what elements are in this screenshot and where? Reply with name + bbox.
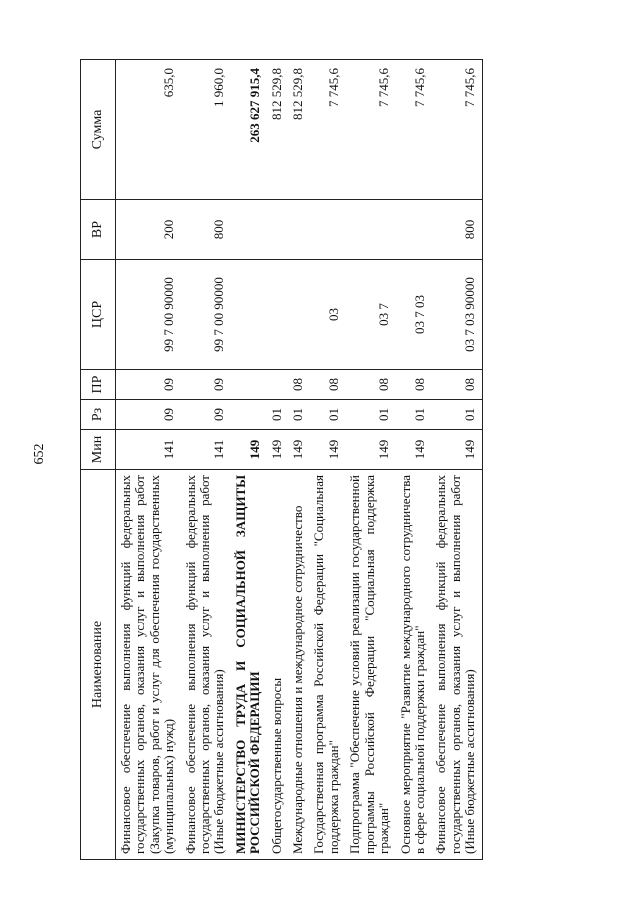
cell-min: 149 [431, 430, 482, 470]
cell-name: Международные отношения и международное сотрудничество [288, 470, 309, 860]
cell-pr: 08 [431, 370, 482, 400]
cell-min: 149 [267, 430, 288, 470]
cell-min: 141 [116, 430, 181, 470]
cell-vr [288, 200, 309, 260]
cell-csr: 99 7 00 90000 [181, 260, 231, 370]
cell-vr [231, 200, 267, 260]
cell-sum: 812 529,8 [288, 60, 309, 200]
table-row [345, 60, 395, 860]
header-min: Мин [81, 430, 116, 470]
cell-sum: 7 745,6 [345, 60, 395, 200]
cell-csr: 99 7 00 90000 [116, 260, 181, 370]
page-number: 652 [32, 443, 47, 465]
table-row [231, 60, 267, 860]
cell-rz: 01 [267, 400, 288, 430]
cell-rz [231, 400, 267, 430]
cell-pr: 08 [345, 370, 395, 400]
cell-csr [288, 260, 309, 370]
cell-vr: 200 [116, 200, 181, 260]
cell-name: Основное мероприятие "Развитие международного сотрудничества в сфере социальной поддержки граждан" [396, 470, 432, 860]
budget-table [80, 59, 483, 860]
cell-sum: 7 745,6 [431, 60, 482, 200]
header-csr: ЦСР [81, 260, 116, 370]
cell-rz: 09 [181, 400, 231, 430]
cell-vr: 800 [181, 200, 231, 260]
cell-min: 149 [231, 430, 267, 470]
cell-pr: 08 [396, 370, 432, 400]
cell-name: МИНИСТЕРСТВО ТРУДА И СОЦИАЛЬНОЙ ЗАЩИТЫ РОССИЙСКОЙ ФЕДЕРАЦИИ [231, 470, 267, 860]
cell-csr [231, 260, 267, 370]
cell-csr [267, 260, 288, 370]
cell-pr [231, 370, 267, 400]
cell-name: Подпрограмма "Обеспечение условий реализации государственной программы Российской Федерации "Социальная поддержка граждан" [345, 470, 395, 860]
cell-rz: 01 [288, 400, 309, 430]
cell-min: 141 [181, 430, 231, 470]
cell-csr: 03 7 03 [396, 260, 432, 370]
cell-rz: 01 [431, 400, 482, 430]
cell-csr: 03 7 [345, 260, 395, 370]
cell-rz: 01 [396, 400, 432, 430]
header-pr: ПР [81, 370, 116, 400]
cell-sum: 7 745,6 [396, 60, 432, 200]
cell-name: Финансовое обеспечение выполнения функций федеральных государственных органов, оказания услуг и выполнения работ (Иные бюджетные ассигнования) [431, 470, 482, 860]
header-vr: ВР [81, 200, 116, 260]
table-row [309, 60, 345, 860]
table-row [181, 60, 231, 860]
cell-pr: 08 [309, 370, 345, 400]
cell-vr [345, 200, 395, 260]
cell-sum: 812 529,8 [267, 60, 288, 200]
header-name: Наименование [81, 470, 116, 860]
cell-csr: 03 [309, 260, 345, 370]
cell-sum: 263 627 915,4 [231, 60, 267, 200]
cell-pr: 09 [181, 370, 231, 400]
cell-name: Финансовое обеспечение выполнения функций федеральных государственных органов, оказания услуг и выполнения работ (Закупка товаров, работ и услуг для обеспечения государственных (муниципальных) нужд) [116, 470, 181, 860]
cell-csr: 03 7 03 90000 [431, 260, 482, 370]
table-body [116, 60, 483, 860]
cell-pr [267, 370, 288, 400]
cell-min: 149 [288, 430, 309, 470]
cell-vr [396, 200, 432, 260]
cell-rz: 01 [309, 400, 345, 430]
table-header-row [81, 60, 116, 860]
cell-min: 149 [396, 430, 432, 470]
cell-vr: 800 [431, 200, 482, 260]
table-row [288, 60, 309, 860]
cell-name: Финансовое обеспечение выполнения функций федеральных государственных органов, оказания услуг и выполнения работ (Иные бюджетные ассигнования) [181, 470, 231, 860]
table-row [431, 60, 482, 860]
cell-vr [267, 200, 288, 260]
cell-sum: 1 960,0 [181, 60, 231, 200]
cell-pr: 09 [116, 370, 181, 400]
cell-vr [309, 200, 345, 260]
table-row [116, 60, 181, 860]
cell-sum: 7 745,6 [309, 60, 345, 200]
header-sum: Сумма [81, 60, 116, 200]
cell-name: Общегосударственные вопросы [267, 470, 288, 860]
rotated-table-container [80, 60, 610, 860]
table-row [396, 60, 432, 860]
cell-min: 149 [345, 430, 395, 470]
cell-name: Государственная программа Российской Федерации "Социальная поддержка граждан" [309, 470, 345, 860]
cell-rz: 09 [116, 400, 181, 430]
header-rz: Рз [81, 400, 116, 430]
cell-rz: 01 [345, 400, 395, 430]
cell-sum: 635,0 [116, 60, 181, 200]
table-row [267, 60, 288, 860]
cell-pr: 08 [288, 370, 309, 400]
cell-min: 149 [309, 430, 345, 470]
